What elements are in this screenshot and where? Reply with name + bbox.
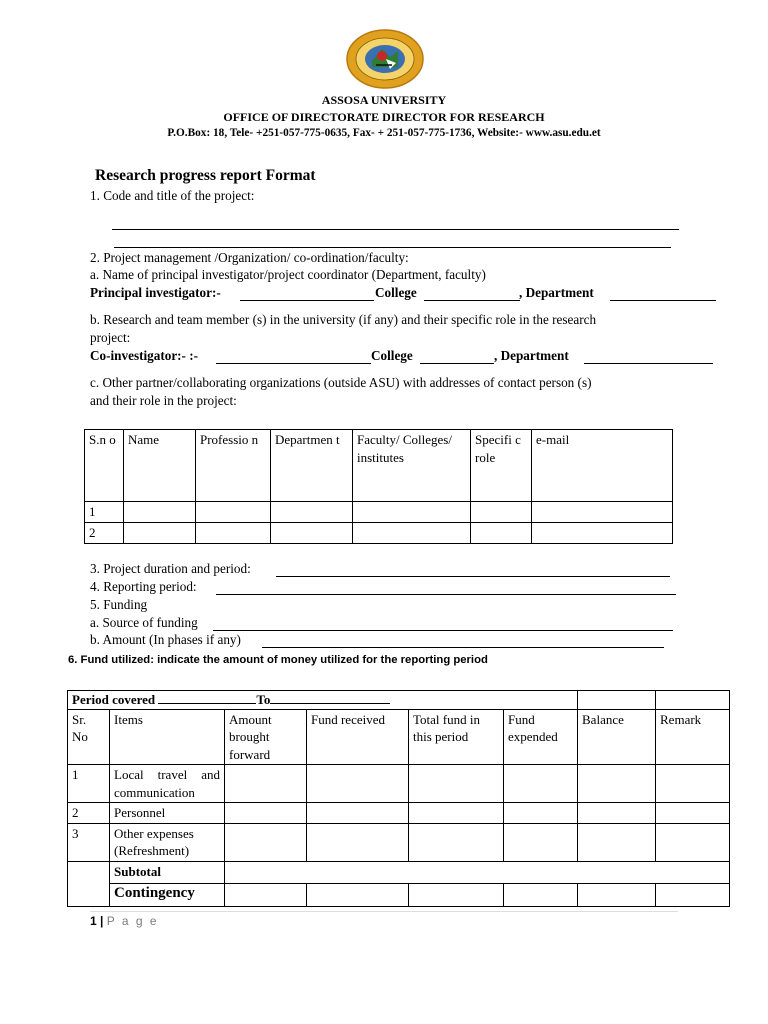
cell[interactable] — [409, 803, 504, 824]
row-item: Local travel and communication — [110, 765, 225, 803]
partners-header-row — [85, 430, 673, 502]
pi-name-field[interactable] — [240, 300, 374, 301]
cell[interactable] — [124, 502, 196, 523]
period-to-label: To — [256, 692, 271, 707]
cell[interactable] — [307, 823, 409, 861]
cell[interactable] — [271, 522, 353, 543]
period-covered-label: Period covered — [72, 692, 156, 707]
pi-department-label: , Department — [519, 285, 594, 300]
item-2b-label: b. Research and team member (s) in the university (if any) and their specific role in the research — [90, 312, 597, 327]
cell[interactable] — [225, 765, 307, 803]
co-department-field[interactable] — [584, 363, 713, 364]
contingency-row — [68, 883, 730, 906]
cell[interactable] — [196, 502, 271, 523]
co-investigator-name-field[interactable] — [216, 363, 371, 364]
item-5-label: 5. Funding — [90, 597, 148, 612]
table-row — [85, 522, 673, 543]
cell[interactable] — [409, 883, 504, 906]
cell — [68, 861, 110, 906]
amount-field[interactable] — [262, 647, 664, 648]
item-6-label: 6. Fund utilized: indicate the amount of money utilized for the reporting period — [68, 654, 488, 666]
pi-label: Principal investigator:- — [90, 285, 221, 300]
header-fund-expended: Fund expended — [504, 709, 578, 765]
fund-header-row — [68, 709, 730, 765]
period-row — [68, 691, 730, 710]
cell[interactable] — [578, 765, 656, 803]
cell[interactable] — [656, 823, 730, 861]
cell[interactable] — [409, 823, 504, 861]
cell[interactable] — [307, 883, 409, 906]
table-row — [68, 765, 730, 803]
item-5a-label: a. Source of funding — [90, 615, 198, 630]
cell[interactable] — [504, 883, 578, 906]
table-row — [85, 502, 673, 523]
item-2-label: 2. Project management /Organization/ co-ordination/faculty: — [90, 250, 409, 265]
cell[interactable] — [225, 823, 307, 861]
page-footer — [90, 914, 159, 928]
cell[interactable] — [504, 823, 578, 861]
header-faculty: Faculty/ Colleges/ institutes — [353, 430, 471, 502]
cell[interactable] — [656, 803, 730, 824]
cell[interactable] — [271, 502, 353, 523]
row-number: 2 — [85, 522, 124, 543]
cell[interactable] — [124, 522, 196, 543]
cell[interactable] — [225, 803, 307, 824]
cell[interactable] — [656, 883, 730, 906]
item-4-label: 4. Reporting period: — [90, 579, 197, 594]
item-2c-label: c. Other partner/collaborating organizations (outside ASU) with addresses of contact person (s) — [90, 375, 592, 390]
cell[interactable] — [353, 502, 471, 523]
cell[interactable] — [578, 883, 656, 906]
reporting-period-field[interactable] — [216, 594, 676, 595]
footer-divider — [90, 911, 678, 912]
cell[interactable] — [225, 883, 307, 906]
header-sr-no: Sr. No — [68, 709, 110, 765]
item-3-label: 3. Project duration and period: — [90, 561, 251, 576]
item-1-label: 1. Code and title of the project: — [90, 188, 255, 203]
page-number: 1 — [90, 914, 97, 928]
item-5b-label: b. Amount (In phases if any) — [90, 632, 241, 647]
cell[interactable] — [532, 502, 673, 523]
source-of-funding-field[interactable] — [213, 630, 673, 631]
period-covered-cell[interactable] — [68, 691, 578, 710]
pi-college-field[interactable] — [424, 300, 520, 301]
header-remark: Remark — [656, 709, 730, 765]
contact-line: P.O.Box: 18, Tele- +251-057-775-0635, Fax- + 251-057-775-1736, Website:- www.asu.edu.et — [167, 127, 601, 139]
cell[interactable] — [471, 522, 532, 543]
header-sno: S.n o — [85, 430, 124, 502]
cell[interactable] — [578, 691, 656, 710]
row-item: Other expenses (Refreshment) — [110, 823, 225, 861]
cell[interactable] — [307, 765, 409, 803]
cell[interactable] — [504, 803, 578, 824]
cell[interactable] — [656, 765, 730, 803]
header-department: Departmen t — [271, 430, 353, 502]
header-total-fund: Total fund in this period — [409, 709, 504, 765]
pi-college-label: College — [375, 285, 417, 300]
cell[interactable] — [307, 803, 409, 824]
partners-table — [84, 429, 673, 544]
header-specific-role: Specifi c role — [471, 430, 532, 502]
page-label: P a g e — [106, 914, 159, 928]
header-name: Name — [124, 430, 196, 502]
header-balance: Balance — [578, 709, 656, 765]
item-2a-label: a. Name of principal investigator/project coordinator (Department, faculty) — [90, 267, 486, 282]
cell[interactable] — [196, 522, 271, 543]
item-2c-label-cont: and their role in the project: — [90, 393, 237, 408]
fund-utilized-table — [67, 690, 730, 907]
cell[interactable] — [656, 691, 730, 710]
subtotal-row — [68, 861, 730, 883]
row-number: 2 — [68, 803, 110, 824]
project-duration-field[interactable] — [276, 576, 670, 577]
row-number: 3 — [68, 823, 110, 861]
cell[interactable] — [532, 522, 673, 543]
cell[interactable] — [409, 765, 504, 803]
period-to-field[interactable] — [270, 703, 390, 704]
row-number: 1 — [68, 765, 110, 803]
header-profession: Professio n — [196, 430, 271, 502]
form-title: Research progress report Format — [95, 167, 316, 184]
co-college-field[interactable] — [420, 363, 494, 364]
header-fund-received: Fund received — [307, 709, 409, 765]
university-seal-logo — [346, 29, 424, 89]
cell[interactable] — [504, 765, 578, 803]
table-row — [68, 823, 730, 861]
co-investigator-label: Co-investigator:- :- — [90, 348, 199, 363]
co-department-label: , Department — [494, 348, 569, 363]
header-items: Items — [110, 709, 225, 765]
cell[interactable] — [353, 522, 471, 543]
office-name: OFFICE OF DIRECTORATE DIRECTOR FOR RESEARCH — [223, 110, 545, 124]
row-item: Personnel — [110, 803, 225, 824]
co-college-label: College — [371, 348, 413, 363]
header-email: e-mail — [532, 430, 673, 502]
period-from-field[interactable] — [158, 703, 256, 704]
subtotal-value-cell[interactable] — [225, 861, 730, 883]
cell[interactable] — [471, 502, 532, 523]
cell[interactable] — [578, 823, 656, 861]
footer-separator: | — [100, 914, 104, 928]
university-name: ASSOSA UNIVERSITY — [321, 93, 447, 107]
pi-department-field[interactable] — [610, 300, 716, 301]
row-number: 1 — [85, 502, 124, 523]
table-row — [68, 803, 730, 824]
cell[interactable] — [578, 803, 656, 824]
subtotal-label: Subtotal — [110, 861, 225, 883]
item-2b-label-cont: project: — [90, 330, 131, 345]
project-title-line-1[interactable] — [112, 229, 679, 230]
project-title-line-2[interactable] — [114, 247, 671, 248]
contingency-label: Contingency — [110, 883, 225, 906]
header-amount-brought-forward: Amount brought forward — [225, 709, 307, 765]
